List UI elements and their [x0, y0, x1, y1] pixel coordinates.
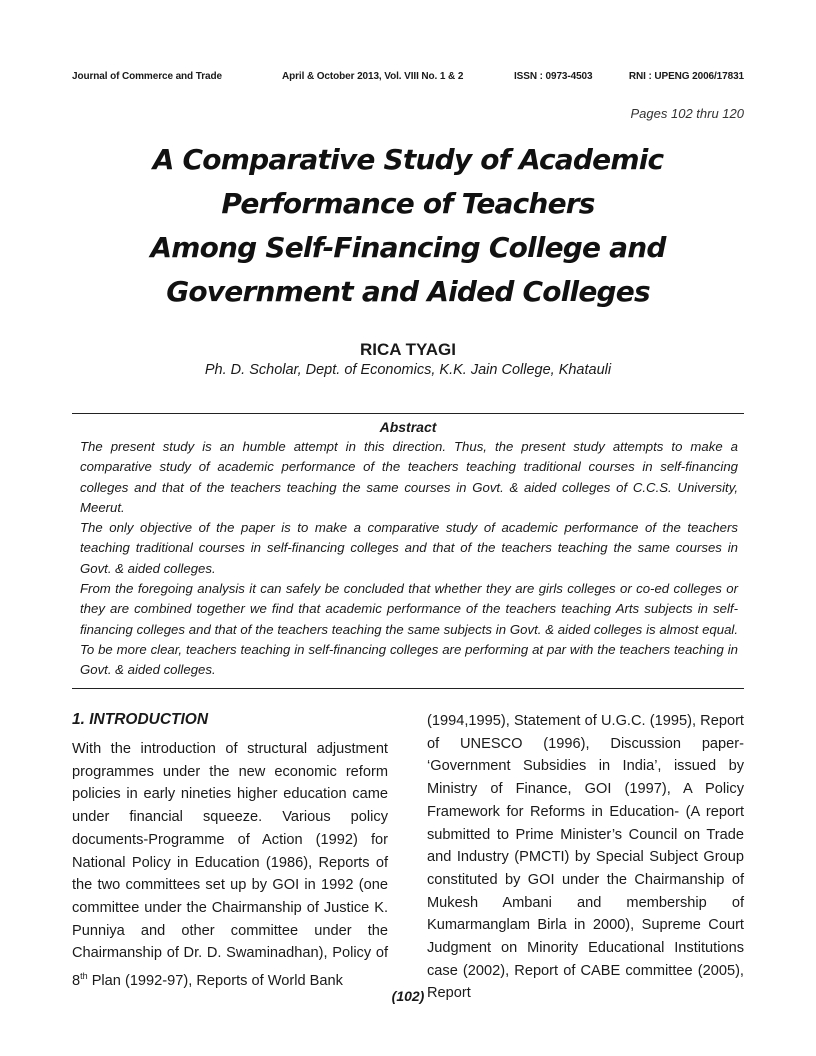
author-name: RICA TYAGI — [359, 340, 457, 359]
intro-text-b: Plan (1992-97), Reports of World Bank — [87, 972, 343, 989]
abstract-paragraph: The present study is an humble attempt in this direction. Thus, the present study attempts to make a comparative study of academic performance of the teachers teaching traditional courses in self-financing colleges and that of the teachers teaching the same courses in Govt. & aided colleges of C.C.S. University, Meerut. — [80, 439, 738, 515]
abstract-paragraph: The only objective of the paper is to make a comparative study of academic performance of the teachers teaching traditional courses in self-financing colleges and that of the teachers teaching the same courses in Govt. & aided colleges. — [80, 520, 738, 576]
abstract-body — [80, 437, 738, 681]
intro-paragraph — [72, 738, 388, 993]
paper-title — [72, 138, 744, 314]
abstract-heading: Abstract — [379, 419, 437, 435]
abstract-paragraph: From the foregoing analysis it can safely be concluded that whether they are girls colleges or co-ed colleges or they are combined together we find that academic performance of the teachers teaching Arts subjects in self-financing colleges and that of the teachers teaching the same subjects in Govt. & aided colleges is almost equal. To be more clear, teachers teaching in self-financing colleges are performing at par with the teachers teaching in Govt. & aided colleges. — [80, 581, 738, 678]
running-header — [72, 71, 744, 85]
section-heading: 1. INTRODUCTION — [72, 711, 209, 728]
abstract-bottom-rule — [72, 688, 744, 689]
page-range: Pages 102 thru 120 — [630, 106, 744, 121]
rni: RNI : UPENG 2006/17831 — [628, 71, 744, 82]
title-line-3: Among Self-Financing College and — [150, 231, 666, 264]
title-line-4: Government and Aided Colleges — [166, 275, 650, 308]
intro-text-a: With the introduction of structural adjustment programmes under the new economic reform policies in early nineties higher education came under financial squeeze. Various policy documents-Programme of Action (1992) for National Policy in Education (1986), Reports of the two committees set up by GOI in 1992 (one committee under the Chairmanship of Justice K. Punniya and other committee under the Chairmanship of Dr. D. Swaminadhan), Policy of 8 — [72, 741, 388, 989]
page-number: (102) — [391, 988, 425, 1004]
title-line-2: Performance of Teachers — [221, 187, 595, 220]
intro-paragraph-continued: (1994,1995), Statement of U.G.C. (1995), Report of UNESCO (1996), Discussion paper- ‘Government Subsidies in India’, issued by Ministry of Finance, GOI (1997), A Policy Framework for Reforms in Education- (A report submitted to Prime Minister’s Council on Trade and Industry (PMCTI) by Special Subject Group constituted by GOI under the Chairmanship of Mukesh Ambani and membership of Kumarmanglam Birla in 2000), Supreme Court Judgment on Minority Educational Institutions case (2002), Report of CABE committee (2005), Report — [427, 713, 744, 1002]
left-column — [72, 738, 388, 993]
ordinal-superscript: th — [80, 971, 88, 982]
abstract-top-rule — [72, 413, 744, 414]
right-column — [427, 710, 744, 1005]
author-affiliation: Ph. D. Scholar, Dept. of Economics, K.K. Jain College, Khatauli — [204, 362, 612, 378]
issue-info: April & October 2013, Vol. VIII No. 1 & 2 — [282, 71, 464, 82]
issn: ISSN : 0973-4503 — [514, 71, 593, 82]
title-line-1: A Comparative Study of Academic — [152, 143, 664, 176]
journal-name: Journal of Commerce and Trade — [72, 71, 222, 82]
